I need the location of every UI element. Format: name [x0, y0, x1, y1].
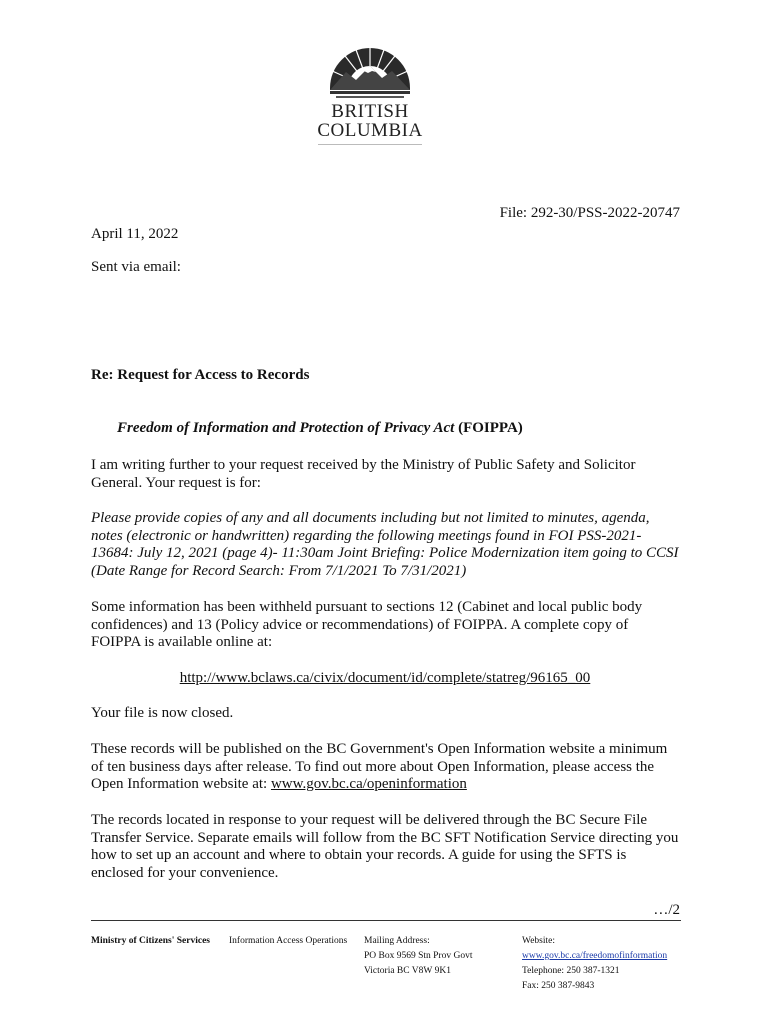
website-link[interactable]: www.gov.bc.ca/freedomofinformation	[522, 951, 668, 961]
act-abbrev: (FOIPPA)	[454, 420, 523, 436]
logo-text-british: BRITISH	[331, 101, 409, 122]
letter-date: April 11, 2022	[91, 226, 179, 242]
paragraph-open-information	[91, 741, 681, 794]
mailing-line1: PO Box 9569 Stn Prov Govt	[364, 951, 473, 961]
paragraph-secure-file-transfer: The records located in response to your request will be delivered through the BC Secure File Transfer Service. Separate emails will follow from the BC SFT Notification Service directing you how to set up an account and where to obtain your records. A guide for using the SFTS is enclosed for your convenience.	[91, 812, 679, 881]
open-info-text: These records will be published on the BC Government's Open Information website a minimum of ten business days after release. To find out more about Open Information, please access the Open Information website at:	[91, 741, 668, 792]
footer-mailing-address	[364, 934, 472, 979]
foippa-link[interactable]: http://www.bclaws.ca/civix/document/id/complete/statreg/96165_00	[179, 670, 591, 686]
bc-government-logo	[312, 44, 428, 145]
footer-operations: Information Access Operations	[229, 936, 348, 946]
website-label: Website:	[522, 936, 556, 946]
file-reference: File: 292-30/PSS-2022-20747	[499, 205, 680, 221]
footer-contact	[522, 934, 667, 994]
open-info-link[interactable]: www.gov.bc.ca/openinformation	[270, 776, 467, 792]
telephone: Telephone: 250 387-1321	[522, 966, 620, 976]
re-subject-line: Re: Request for Access to Records	[91, 367, 310, 383]
paragraph-request-intro: I am writing further to your request received by the Ministry of Public Safety and Solicitor General. Your request is for:	[91, 457, 636, 491]
foippa-link-line	[0, 670, 770, 688]
logo-text-columbia: COLUMBIA	[317, 120, 423, 141]
sun-mountains-emblem-icon	[328, 44, 412, 102]
sent-via-line: Sent via email:	[91, 259, 181, 275]
fax: Fax: 250 387-9843	[522, 981, 595, 991]
logo-divider	[318, 144, 422, 145]
request-quote: Please provide copies of any and all documents including but not limited to minutes, agenda, notes (electronic or handwritten) regarding the following meetings found in FOI PSS-2021-13684: July 12, 2021 (page 4)- 11:30am Joint Briefing: Police Modernization item going to CCSI (Date Range for Record Search: From 7/1/2021 To 7/31/2021)	[91, 510, 679, 579]
paragraph-withheld-info: Some information has been withheld pursuant to sections 12 (Cabinet and local public body confidences) and 13 (Policy advice or recommendations) of FOIPPA. A complete copy of FOIPPA is available online at:	[91, 599, 643, 650]
act-title: Freedom of Information and Protection of Privacy Act	[117, 420, 455, 436]
act-heading	[117, 420, 523, 438]
footer-ministry: Ministry of Citizens' Services	[91, 936, 210, 946]
paragraph-file-closed: Your file is now closed.	[91, 705, 234, 721]
page-continuation: …/2	[653, 902, 680, 918]
footer-divider	[91, 920, 681, 921]
mailing-line2: Victoria BC V8W 9K1	[364, 966, 451, 976]
mailing-label: Mailing Address:	[364, 936, 430, 946]
